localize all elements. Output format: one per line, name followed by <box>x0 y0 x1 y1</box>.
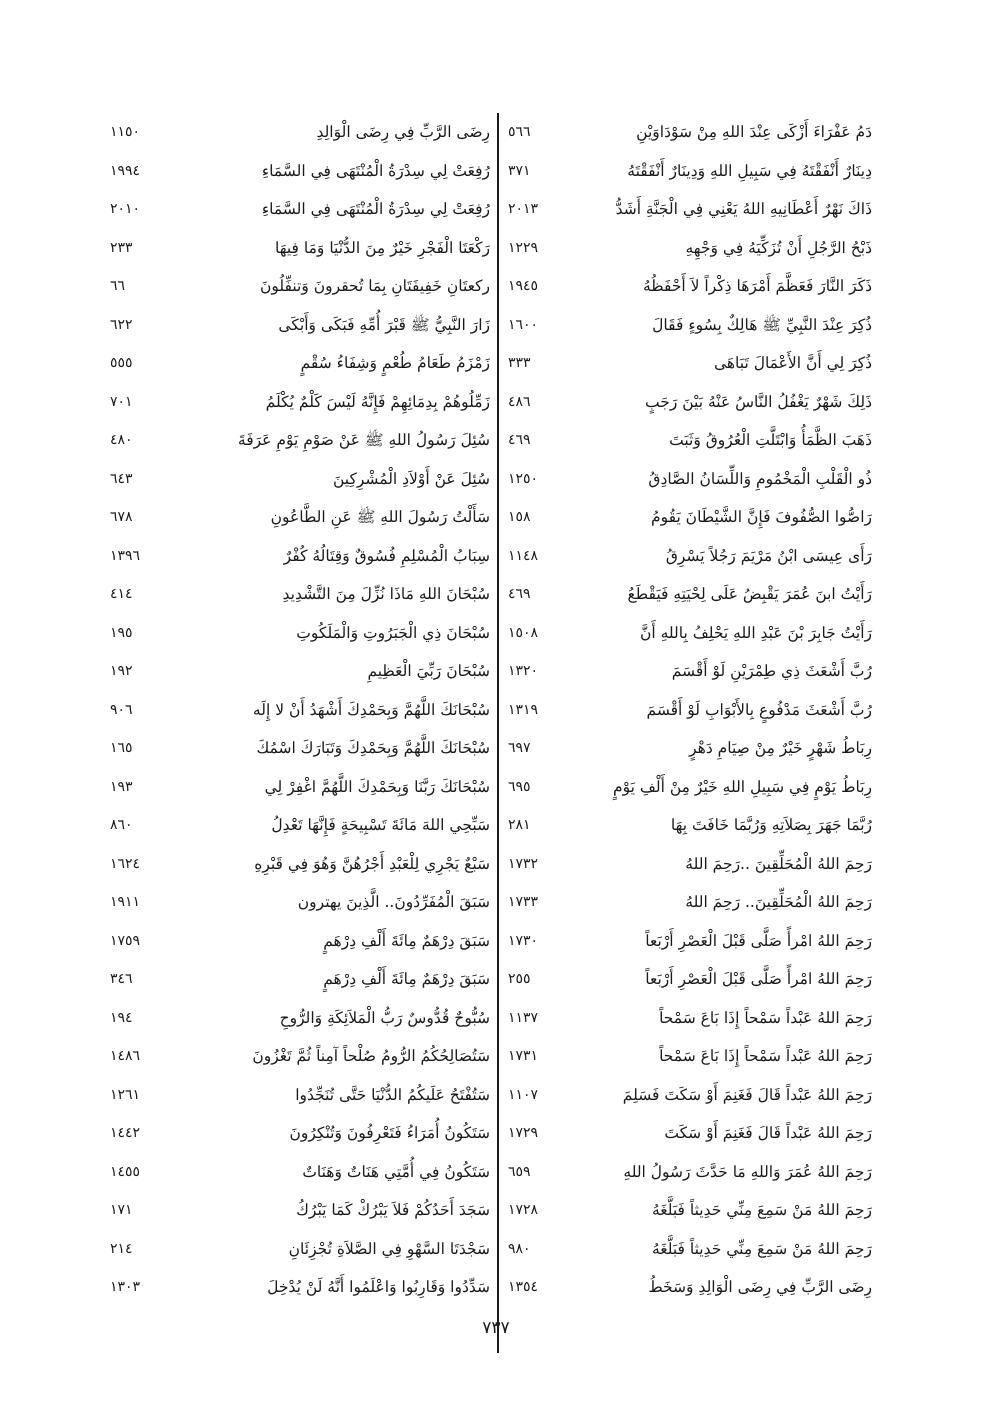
hadith-opening-text: زَمْزَمُ طَعَامُ طُعْمٍ وَشِفَاءُ سُقْمٍ <box>300 354 490 372</box>
hadith-number: ١٩١١ <box>110 894 141 910</box>
index-entry <box>110 883 490 922</box>
index-entry <box>506 652 872 691</box>
hadith-opening-text: سِبَابُ الْمُسْلِمِ فُسُوقٌ وَقِتَالُهُ كُفْرٌ <box>283 546 490 565</box>
hadith-number: ٢١٤ <box>110 1240 133 1257</box>
index-entry <box>506 575 872 614</box>
hadith-number: ١٧٣٢ <box>508 855 539 872</box>
index-entry <box>110 729 490 768</box>
index-entry <box>110 652 490 691</box>
index-entry <box>506 267 872 306</box>
hadith-number: ٤٦٩ <box>508 586 531 602</box>
hadith-number: ١٣٥٤ <box>508 1279 539 1295</box>
hadith-number: ٦٦ <box>110 278 126 294</box>
hadith-opening-text: سَبَقَ الْمُفَرِّدُونَ.. الَّذِينَ يهترون <box>297 893 490 911</box>
hadith-opening-text: سَبِّحِي اللهَ مَائَةَ تَسْبِيحَةٍ فَإِنَّهَا تَعْدِلُ <box>271 816 490 834</box>
index-entry <box>110 1268 490 1307</box>
hadith-opening-text: سَأَلْتُ رَسُولَ اللهِ ﷺ عَنِ الطَّاعُونِ <box>270 508 490 526</box>
hadith-opening-text: رَحِمَ اللهُ عُمَرَ وَاللهِ مَا حَدَّثَ رَسُولُ اللهِ <box>623 1162 872 1181</box>
hadith-number: ١٣١٩ <box>508 701 539 718</box>
index-entry <box>506 768 872 807</box>
index-entry <box>506 1191 872 1230</box>
hadith-opening-text: رُبَّ أَشْعَثَ مَدْفُوعٍ بِالأَبْوَابِ لَوْ أَقْسَمَ <box>646 700 872 719</box>
hadith-number: ١٢٥٠ <box>508 470 539 487</box>
hadith-number: ١٧٢٩ <box>508 1125 539 1141</box>
hadith-number: ١٧٣١ <box>508 1048 539 1064</box>
hadith-opening-text: ذُكِرَ لِي أَنَّ الأَعْمَالَ تَبَاهَى <box>713 354 872 372</box>
index-entry <box>506 614 872 653</box>
hadith-number: ١٦٥ <box>110 740 133 756</box>
index-entry <box>506 883 872 922</box>
index-entry <box>506 306 872 345</box>
index-entry <box>110 806 490 845</box>
hadith-number: ٤٨٦ <box>508 393 531 410</box>
index-entry <box>110 768 490 807</box>
hadith-opening-text: سُبْحَانَ ذِي الْجَبَرُوتِ وَالْمَلَكُوتِ <box>296 623 490 642</box>
index-entry <box>506 383 872 422</box>
hadith-number: ٨٦٠ <box>110 817 133 833</box>
index-entry <box>506 537 872 576</box>
index-entry <box>110 460 490 499</box>
index-entry <box>506 806 872 845</box>
hadith-number: ٢٥٥ <box>508 971 531 987</box>
index-entry <box>506 1268 872 1307</box>
index-entry <box>110 999 490 1038</box>
hadith-number: ١٩٩٤ <box>110 162 141 179</box>
index-entry <box>110 691 490 730</box>
hadith-opening-text: رُبَّ أَشْعَثَ ذِي طِمْرَيْنِ لَوْ أَقْسَمَ <box>671 662 872 680</box>
hadith-opening-text: رُفِعَتْ لِي سِدْرَةُ الْمُنْتَهَى فِي السَّمَاءِ <box>261 200 490 218</box>
index-entry <box>110 306 490 345</box>
hadith-number: ١١٤٨ <box>508 547 539 564</box>
hadith-opening-text: زَارَ النَّبِيُّ ﷺ قَبْرَ أُمِّهِ فَبَكَى وَأَبْكَى <box>278 315 490 334</box>
index-entry <box>506 729 872 768</box>
hadith-number: ٢٠١٠ <box>110 201 141 217</box>
index-entry <box>506 691 872 730</box>
hadith-number: ٧٠١ <box>110 393 133 410</box>
hadith-opening-text: ذَاكَ نَهْرٌ أَعْطَانِيهِ اللهُ يَعْنِي فِي الْجَنَّةِ أَشَدُّ <box>615 200 872 218</box>
hadith-number: ٤١٤ <box>110 586 133 602</box>
index-entry <box>110 383 490 422</box>
index-entry <box>506 152 872 191</box>
index-entry <box>506 113 872 152</box>
hadith-opening-text: سَتُفْتَحُ عَلَيكُمُ الدُّنْيَا حَتَّى تُنَجِّدُوا <box>295 1085 490 1104</box>
hadith-opening-text: سَبْعٌ يَجْرِي لِلْعَبْدِ أَجْرُهُنَّ وَهُوَ فِي قَبْرِهِ <box>254 854 490 873</box>
hadith-opening-text: رَحِمَ اللهُ عَبْداً قَالَ فَغَنِمَ أَوْ سَكَتَ <box>664 1124 872 1142</box>
index-entry <box>506 498 872 537</box>
hadith-opening-text: رُفِعَتْ لِي سِدْرَةُ الْمُنْتَهَى فِي السَّمَاءِ <box>261 161 490 180</box>
index-entry <box>110 344 490 383</box>
index-entry <box>506 421 872 460</box>
hadith-number: ٢٠١٣ <box>508 201 539 217</box>
hadith-opening-text: رَاصُّوا الصُّفُوفَ فَإِنَّ الشَّيْطَانَ يَقُومُ <box>651 508 872 526</box>
hadith-opening-text: ذُكِرَ عِنْدَ النَّبِيِّ ﷺ هَالِكٌ بِسُوءٍ فَقَالَ <box>652 315 872 334</box>
hadith-number: ١٥٠٨ <box>508 624 539 641</box>
hadith-number: ١٦٠٠ <box>508 316 539 333</box>
hadith-number: ١٧٣٠ <box>508 932 539 949</box>
hadith-opening-text: سَدِّدُوا وَقَارِبُوا وَاعْلَمُوا أَنَّهُ لَنْ يُدْخِلَ <box>267 1278 490 1296</box>
hadith-opening-text: دَمُ عَفْرَاءَ أَزْكَى عِنْدَ اللهِ مِنْ سَوْدَاوَيْنِ <box>636 123 872 141</box>
hadith-opening-text: رَحِمَ اللهُ مَنْ سَمِعَ مِنِّي حَدِيثاً فَبَلَّغَهُ <box>651 1239 872 1258</box>
hadith-number: ٣٤٦ <box>110 971 133 987</box>
hadith-number: ١٣٩٦ <box>110 547 141 564</box>
hadith-number: ١٦٢٤ <box>110 855 141 872</box>
hadith-opening-text: رَحِمَ اللهُ امْرأً صَلَّى قَبْلَ الْعَصْرِ أَرْبَعاً <box>645 931 872 950</box>
hadith-opening-text: سَجَدَ أَحَدُكُمْ فَلاَ يَبْرُكْ كَمَا يَبْرُكُ <box>296 1201 490 1219</box>
hadith-opening-text: سُبْحَانَكَ اللَّهُمَّ وَبِحَمْدِكَ وَتَبَارَكَ اسْمُكَ <box>256 739 490 757</box>
hadith-opening-text: سَتَكُونُ أُمَرَاءُ فَتَعْرِفُونَ وَتُنْكِرُونَ <box>289 1124 490 1142</box>
index-entry <box>110 537 490 576</box>
hadith-number: ٦٩٥ <box>508 778 531 795</box>
hadith-number: ١٩٤٥ <box>508 278 539 294</box>
hadith-number: ٦٧٨ <box>110 509 133 525</box>
hadith-opening-text: رَأَى عِيسَى ابْنُ مَرْيَمَ رَجُلاً يَسْرِقُ <box>665 546 872 565</box>
hadith-opening-text: سَبَقَ دِرْهَمٌ مِائَةَ أَلْفِ دِرْهَمٍ <box>323 970 490 988</box>
hadith-number: ١١٠٧ <box>508 1086 539 1103</box>
hadith-opening-text: سَتَكُونُ فِي أُمَّتِي هَنَاتٌ وَهَنَاتٌ <box>302 1162 490 1181</box>
index-entry <box>506 845 872 884</box>
hadith-number: ١٤٨٦ <box>110 1048 141 1064</box>
index-entry <box>506 1153 872 1192</box>
index-entry <box>506 229 872 268</box>
page-number: ٧٣٧ <box>482 1318 510 1338</box>
left-column <box>110 113 490 1307</box>
index-entry <box>110 1230 490 1269</box>
index-entry <box>110 614 490 653</box>
hadith-number: ٥٥٥ <box>110 355 133 371</box>
index-entry <box>506 1037 872 1076</box>
hadith-number: ١٧٢٨ <box>508 1202 539 1218</box>
right-column <box>506 113 872 1307</box>
hadith-opening-text: رِبَاطُ يَوْمٍ فِي سَبِيلِ اللهِ خَيْرٌ مِنْ أَلْفِ يَوْمٍ <box>613 777 872 796</box>
hadith-number: ٣٧١ <box>508 162 531 179</box>
index-entry <box>110 498 490 537</box>
index-entry <box>110 1037 490 1076</box>
hadith-number: ١٧١ <box>110 1202 133 1218</box>
index-entry <box>110 845 490 884</box>
index-entry <box>110 190 490 229</box>
index-entry <box>110 152 490 191</box>
index-entry <box>506 1230 872 1269</box>
hadith-number: ١٣٢٠ <box>508 663 539 679</box>
hadith-opening-text: سَجْدَتَا السَّهْوِ فِي الصَّلاَةِ تُجْزِئَانِ <box>288 1239 490 1258</box>
index-entry <box>506 344 872 383</box>
index-entry <box>506 1114 872 1153</box>
index-entry <box>110 1076 490 1115</box>
hadith-number: ٩٨٠ <box>508 1240 531 1257</box>
index-entry <box>506 922 872 961</box>
hadith-opening-text: زَمِّلُوهُمْ بِدِمَائِهِمْ فَإِنَّهُ لَيْسَ كَلْمٌ يُكْلَمُ <box>265 392 490 411</box>
hadith-number: ٤٦٩ <box>508 432 531 448</box>
hadith-opening-text: ذَكَرَ النَّارَ فَعَظَّمَ أَمْرَهَا ذِكْراً لاَ أَحْفَظُهُ <box>642 277 872 295</box>
index-entry <box>506 190 872 229</box>
hadith-number: ١٢٦١ <box>110 1086 141 1103</box>
hadith-opening-text: سَتُصَالِحُكُمُ الرُّومُ صُلْحاً آمِناً ثُمَّ تَغْزُونَ <box>252 1047 490 1065</box>
hadith-opening-text: ذَلِكَ شَهْرٌ يَغْفُلُ النَّاسُ عَنْهُ بَيْنَ رَجَبٍ <box>645 392 872 411</box>
hadith-number: ٥٦٦ <box>508 124 531 140</box>
hadith-opening-text: سُبْحَانَكَ رَبَّنَا وَبِحَمْدِكَ اللَّهُمَّ اغْفِرْ لِي <box>264 777 490 796</box>
hadith-opening-text: سُبُّوحٌ قُدُّوسٌ رَبُّ الْمَلاَئِكَةِ وَالرُّوحِ <box>279 1008 490 1027</box>
hadith-number: ٦٤٣ <box>110 470 133 487</box>
hadith-number: ٦٩٧ <box>508 740 531 756</box>
hadith-opening-text: ذُو الْقَلْبِ الْمَخْمُومِ وَاللِّسَانُ الصَّادِقُ <box>648 469 872 488</box>
hadith-number: ١٧٣٣ <box>508 894 539 910</box>
hadith-number: ١١٥٠ <box>110 124 141 140</box>
hadith-number: ٦٥٩ <box>508 1163 531 1180</box>
hadith-number: ١٩٢ <box>110 663 133 679</box>
hadith-opening-text: رَأَيْتُ ابنَ عُمَرَ يَقْبِضُ عَلَى لِحْيَتِهِ فَيَقْطَعُ <box>627 585 872 603</box>
hadith-opening-text: رُبَّمَا جَهَرَ بِصَلاَتِهِ وَرُبَّمَا خَافَتَ بِهَا <box>670 816 872 834</box>
index-entry <box>110 421 490 460</box>
index-entry <box>506 1076 872 1115</box>
hadith-number: ١٤٤٢ <box>110 1125 141 1141</box>
index-entry <box>110 575 490 614</box>
hadith-number: ٤٨٠ <box>110 432 133 448</box>
hadith-opening-text: ركعتَانِ خَفِيفَتَانِ بِمَا تُحقرونَ وَتنفِّلُونَ <box>260 277 490 295</box>
hadith-number: ١٩٤ <box>110 1009 133 1026</box>
hadith-opening-text: رِضَى الرَّبِّ فِي رِضَى الْوَالِدِ <box>316 123 490 141</box>
hadith-number: ٩٠٦ <box>110 701 133 718</box>
hadith-opening-text: سُبْحَانَكَ اللَّهُمَّ وَبِحَمْدِكَ أَشْهَدُ أَنْ لا إِلَه <box>252 700 490 719</box>
hadith-opening-text: ذَبْحُ الرَّجُلِ أَنْ تُزَكِّيَهُ فِي وَجْهِهِ <box>685 238 872 257</box>
index-entry <box>110 960 490 999</box>
hadith-number: ١٢٢٩ <box>508 239 539 256</box>
hadith-number: ٦٢٢ <box>110 316 133 333</box>
index-entry <box>110 1191 490 1230</box>
hadith-opening-text: رَكْعَتَا الْفَجْرِ خَيْرٌ مِنَ الدُّنْيَا وَمَا فِيهَا <box>275 238 490 257</box>
hadith-opening-text: رَحِمَ اللهُ امْرأً صَلَّى قَبْلَ الْعَصْرِ أَرْبَعاً <box>645 970 872 988</box>
index-entry <box>506 460 872 499</box>
index-entry <box>110 1114 490 1153</box>
hadith-opening-text: رِبَاطُ شَهْرٍ خَيْرٌ مِنْ صِيَامِ دَهْرٍ <box>689 739 872 757</box>
hadith-number: ١٩٣ <box>110 778 133 795</box>
hadith-opening-text: رَحِمَ اللهُ الْمُحَلِّقِينَ ..رَحِمَ اللهُ <box>685 854 872 873</box>
hadith-opening-text: سُبْحَانَ رَبِّيَ الْعَظِيمِ <box>367 662 490 680</box>
hadith-number: ١٣٠٣ <box>110 1279 141 1295</box>
hadith-opening-text: رِضَى الرَّبِّ فِي رِضَى الْوَالِدِ وَسَخَطُ <box>648 1278 872 1296</box>
hadith-opening-text: رَحِمَ اللهُ عَبْداً سَمْحاً إِذَا بَاعَ سَمْحاً <box>659 1008 872 1027</box>
hadith-opening-text: رَأَيْتُ جَابِرَ بْنَ عَبْدِ اللهِ يَحْلِفُ بِاللهِ أَنَّ <box>639 623 872 642</box>
hadith-opening-text: رَحِمَ اللهُ مَنْ سَمِعَ مِنِّي حَدِيثاً فَبَلَّغَهُ <box>651 1201 872 1219</box>
index-entry <box>110 113 490 152</box>
index-entry <box>110 922 490 961</box>
index-entry <box>110 267 490 306</box>
hadith-number: ١٥٨ <box>508 509 531 525</box>
hadith-opening-text: رَحِمَ اللهُ الْمُحَلِّقِينَ.. رَحِمَ اللهُ <box>685 893 872 911</box>
hadith-number: ١١٣٧ <box>508 1009 539 1026</box>
hadith-number: ٣٣٣ <box>508 355 531 371</box>
hadith-opening-text: ذَهَبَ الظَّمَأُ وَابْتَلَّتِ الْعُرُوقُ وَثَبَتَ <box>669 431 872 449</box>
hadith-number: ١٩٥ <box>110 624 133 641</box>
hadith-opening-text: دِينَارٌ أَنْفَقْتَهُ فِي سَبِيلِ اللهِ وَدِينَارٌ أَنْفَقْتَهُ <box>627 161 872 180</box>
hadith-opening-text: سُبْحَانَ اللهِ مَاذَا نُزِّلَ مِنَ التَّشْدِيدِ <box>282 585 490 603</box>
hadith-opening-text: سُئِلَ رَسُولُ اللهِ ﷺ عَنْ صَوْمِ يَوْمِ عَرَفَةَ <box>237 431 490 449</box>
hadith-opening-text: رَحِمَ اللهُ عَبْداً سَمْحاً إِذَا بَاعَ سَمْحاً <box>659 1047 872 1065</box>
hadith-number: ٢٣٣ <box>110 239 133 256</box>
hadith-opening-text: سُئِلَ عَنْ أَوْلاَدِ الْمُشْرِكِينَ <box>333 469 490 488</box>
hadith-opening-text: سَبَقَ دِرْهَمٌ مِائَةَ أَلْفِ دِرْهَمٍ <box>323 931 490 950</box>
index-entry <box>110 1153 490 1192</box>
column-divider <box>497 113 499 1353</box>
hadith-number: ١٤٥٥ <box>110 1163 141 1180</box>
index-entry <box>110 229 490 268</box>
hadith-opening-text: رَحِمَ اللهُ عَبْداً قَالَ فَغَنِمَ أَوْ سَكَتَ فَسَلِمَ <box>622 1085 872 1104</box>
index-entry <box>506 960 872 999</box>
hadith-number: ٢٨١ <box>508 817 531 833</box>
hadith-number: ١٧٥٩ <box>110 932 141 949</box>
index-entry <box>506 999 872 1038</box>
